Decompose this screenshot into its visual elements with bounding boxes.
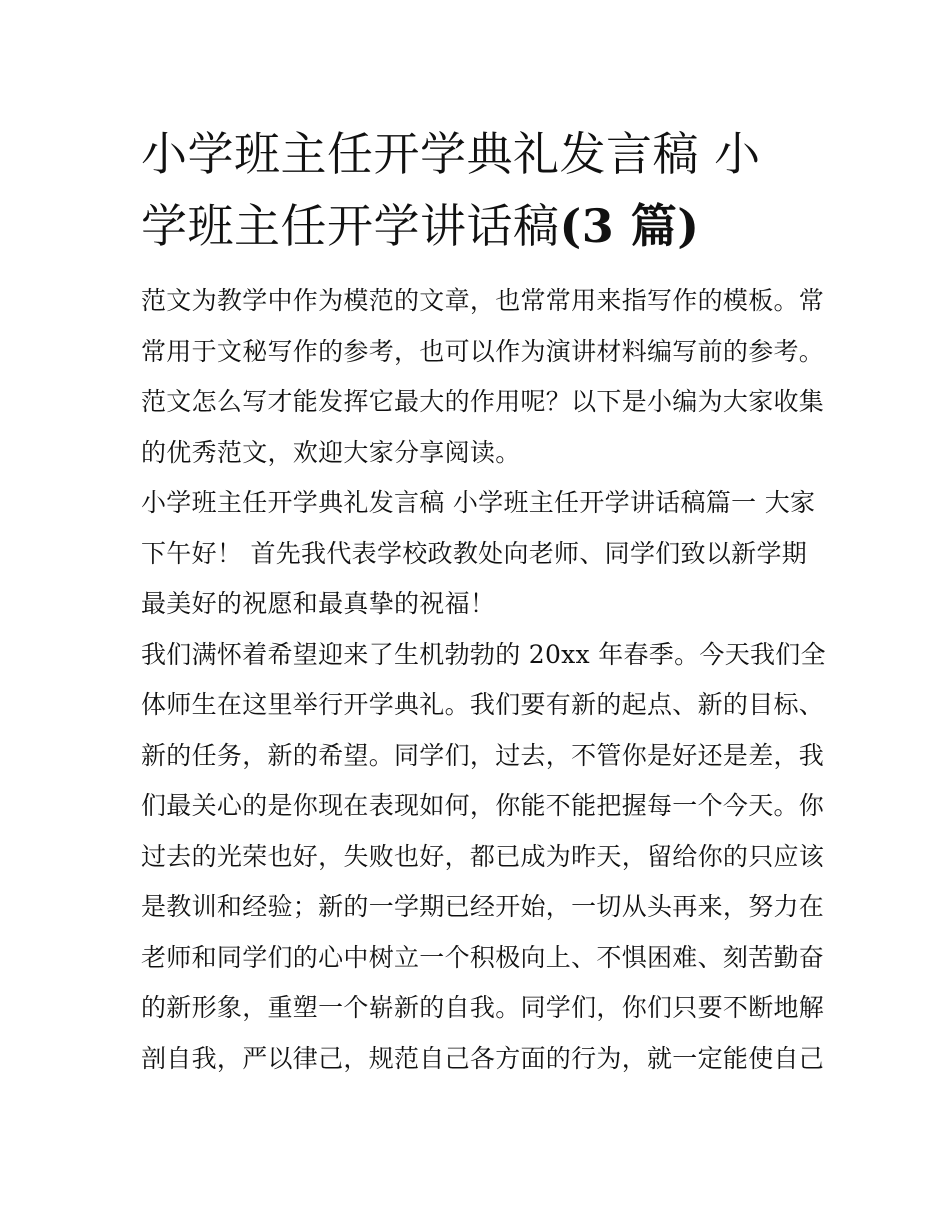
text-line: 下午好！ 首先我代表学校政教处向老师、同学们致以新学期 [141,538,808,568]
title-line-part-bold: (3 篇) [559,199,700,253]
text-line: 是教训和经验；新的一学期已经开始，一切从头再来，努力在 [141,892,825,921]
document-title [141,118,813,262]
text-line: 最美好的祝愿和最真挚的祝福！ [141,589,496,618]
text-line: 范文怎么写才能发挥它最大的作用呢？以下是小编为大家收集 [141,387,825,416]
text-line: 范文为教学中作为模范的文章，也常常用来指写作的模板。常 [141,286,825,315]
paragraph-intro [141,276,825,478]
text-line: 剖自我，严以律己，规范自己各方面的行为，就一定能使自己 [141,1043,825,1073]
text-line: 的新形象，重塑一个崭新的自我。同学们，你们只要不断地解 [141,993,825,1022]
text-line: 小学班主任开学典礼发言稿 小学班主任开学讲话稿篇一 大家 [141,488,816,517]
title-line [141,190,813,262]
text-line: 的优秀范文，欢迎大家分享阅读。 [141,437,521,467]
text-line: 们最关心的是你现在表现如何，你能不能把握每一个今天。你 [141,791,825,820]
title-line: 小学班主任开学典礼发言稿 小 [141,127,761,181]
text-line: 过去的光荣也好，失败也好，都已成为昨天，留给你的只应该 [141,841,825,871]
text-line: 常用于文秘写作的参考，也可以作为演讲材料编写前的参考。 [141,336,825,366]
document-body [141,276,826,1084]
text-line: 新的任务，新的希望。同学们，过去，不管你是好还是差，我 [141,740,825,770]
text-line: 我们满怀着希望迎来了生机勃勃的 20xx 年春季。今天我们全 [141,639,826,669]
title-line-part: 学班主任开学讲话稿 [141,199,560,253]
document-page [141,118,826,1084]
paragraph-greeting [141,478,816,630]
text-line: 老师和同学们的心中树立一个积极向上、不惧困难、刻苦勤奋 [141,942,825,972]
text-line: 体师生在这里举行开学典礼。我们要有新的起点、新的目标、 [141,690,825,719]
paragraph-speech [141,630,826,1085]
